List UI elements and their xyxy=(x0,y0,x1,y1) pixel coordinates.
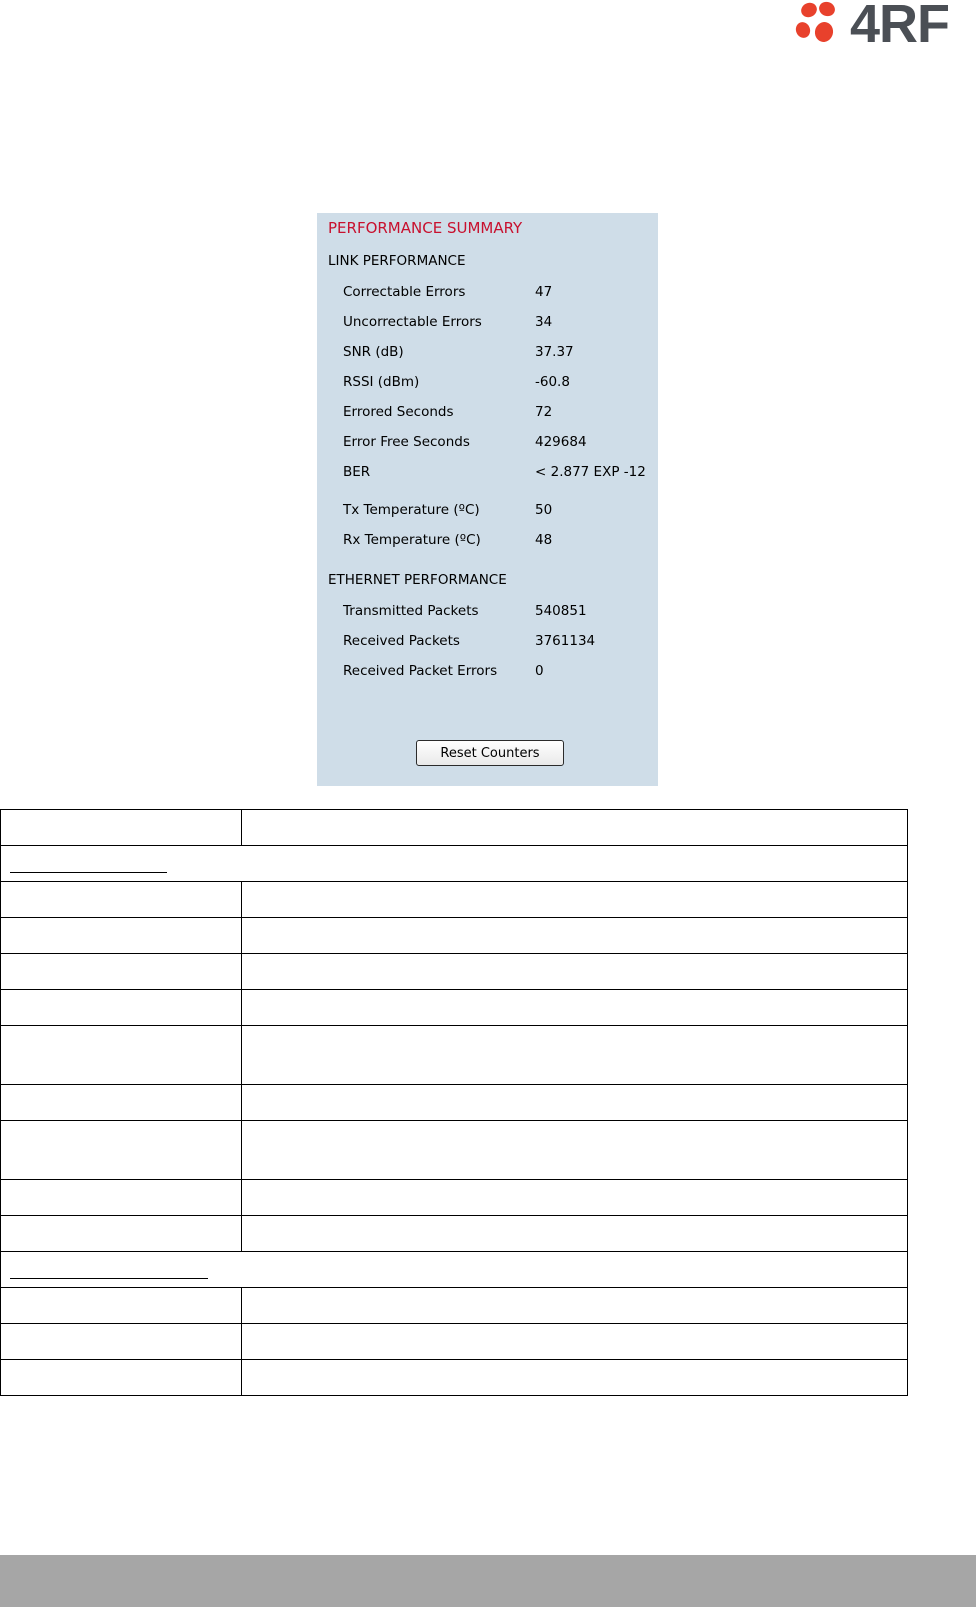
table-row xyxy=(1,1324,908,1360)
table-cell xyxy=(1,954,242,990)
table-row xyxy=(1,918,908,954)
table-cell xyxy=(1,1216,242,1252)
reset-counters-button[interactable]: Reset Counters xyxy=(416,740,564,766)
row-value: 72 xyxy=(535,404,553,420)
ethernet-row xyxy=(317,663,658,687)
table-section-cell xyxy=(1,1252,908,1288)
table-row xyxy=(1,1180,908,1216)
table-cell xyxy=(1,990,242,1026)
table-row xyxy=(1,1216,908,1252)
table-cell xyxy=(242,1026,908,1085)
row-label: Rx Temperature (ºC) xyxy=(343,532,481,548)
table-cell xyxy=(242,1216,908,1252)
logo-text: 4RF xyxy=(850,0,950,54)
table-cell xyxy=(242,1324,908,1360)
row-value: 50 xyxy=(535,502,553,518)
performance-summary-panel xyxy=(317,213,658,786)
table-row xyxy=(1,882,908,918)
table-row xyxy=(1,1121,908,1180)
row-value: 0 xyxy=(535,663,544,679)
row-label: RSSI (dBm) xyxy=(343,374,420,390)
link-row xyxy=(317,284,658,308)
table-section-cell xyxy=(1,846,908,882)
table-cell xyxy=(1,1180,242,1216)
company-logo xyxy=(794,0,976,54)
row-value: 37.37 xyxy=(535,344,574,360)
table-row xyxy=(1,990,908,1026)
table-cell xyxy=(242,954,908,990)
table-cell xyxy=(1,1026,242,1085)
table-cell xyxy=(242,1085,908,1121)
table-row xyxy=(1,810,908,846)
table-cell xyxy=(1,1288,242,1324)
row-label: Uncorrectable Errors xyxy=(343,314,482,330)
link-row xyxy=(317,404,658,428)
section-underline xyxy=(10,872,167,873)
table-cell xyxy=(242,918,908,954)
row-value: 3761134 xyxy=(535,633,596,649)
link-row xyxy=(317,314,658,338)
link-row xyxy=(317,344,658,368)
section-underline xyxy=(10,1278,208,1279)
link-row xyxy=(317,434,658,458)
ethernet-row xyxy=(317,603,658,627)
table-cell xyxy=(242,990,908,1026)
row-label: SNR (dB) xyxy=(343,344,404,360)
row-value: 47 xyxy=(535,284,553,300)
table-cell xyxy=(1,1121,242,1180)
row-value: 429684 xyxy=(535,434,587,450)
link-performance-heading: LINK PERFORMANCE xyxy=(328,253,466,269)
row-label: BER xyxy=(343,464,371,480)
row-value: < 2.877 EXP -12 xyxy=(535,464,646,480)
table-cell xyxy=(242,810,908,846)
row-label: Correctable Errors xyxy=(343,284,466,300)
link-row xyxy=(317,374,658,398)
row-value: 48 xyxy=(535,532,553,548)
row-label: Tx Temperature (ºC) xyxy=(343,502,480,518)
description-table xyxy=(0,809,908,1396)
logo-dots-icon xyxy=(794,0,848,48)
table-cell xyxy=(242,882,908,918)
row-label: Errored Seconds xyxy=(343,404,454,420)
table-row xyxy=(1,1026,908,1085)
table-row xyxy=(1,1360,908,1396)
row-label: Transmitted Packets xyxy=(343,603,479,619)
table-cell xyxy=(1,918,242,954)
link-row xyxy=(317,464,658,488)
table-cell xyxy=(242,1288,908,1324)
table-cell xyxy=(1,882,242,918)
row-value: -60.8 xyxy=(535,374,570,390)
table-cell xyxy=(242,1180,908,1216)
footer-bar xyxy=(0,1555,976,1607)
row-label: Received Packet Errors xyxy=(343,663,498,679)
table-row xyxy=(1,954,908,990)
ethernet-row xyxy=(317,633,658,657)
table-cell xyxy=(1,1085,242,1121)
row-label: Error Free Seconds xyxy=(343,434,470,450)
panel-title: PERFORMANCE SUMMARY xyxy=(328,219,523,237)
table-cell xyxy=(1,810,242,846)
table-cell xyxy=(242,1360,908,1396)
table-row xyxy=(1,1085,908,1121)
table-section-row xyxy=(1,846,908,882)
table-cell xyxy=(1,1324,242,1360)
row-value: 34 xyxy=(535,314,553,330)
row-value: 540851 xyxy=(535,603,587,619)
link-row xyxy=(317,502,658,526)
table-section-row xyxy=(1,1252,908,1288)
table-cell xyxy=(1,1360,242,1396)
link-row xyxy=(317,532,658,556)
row-label: Received Packets xyxy=(343,633,460,649)
table-row xyxy=(1,1288,908,1324)
table-cell xyxy=(242,1121,908,1180)
ethernet-performance-heading: ETHERNET PERFORMANCE xyxy=(328,572,507,588)
